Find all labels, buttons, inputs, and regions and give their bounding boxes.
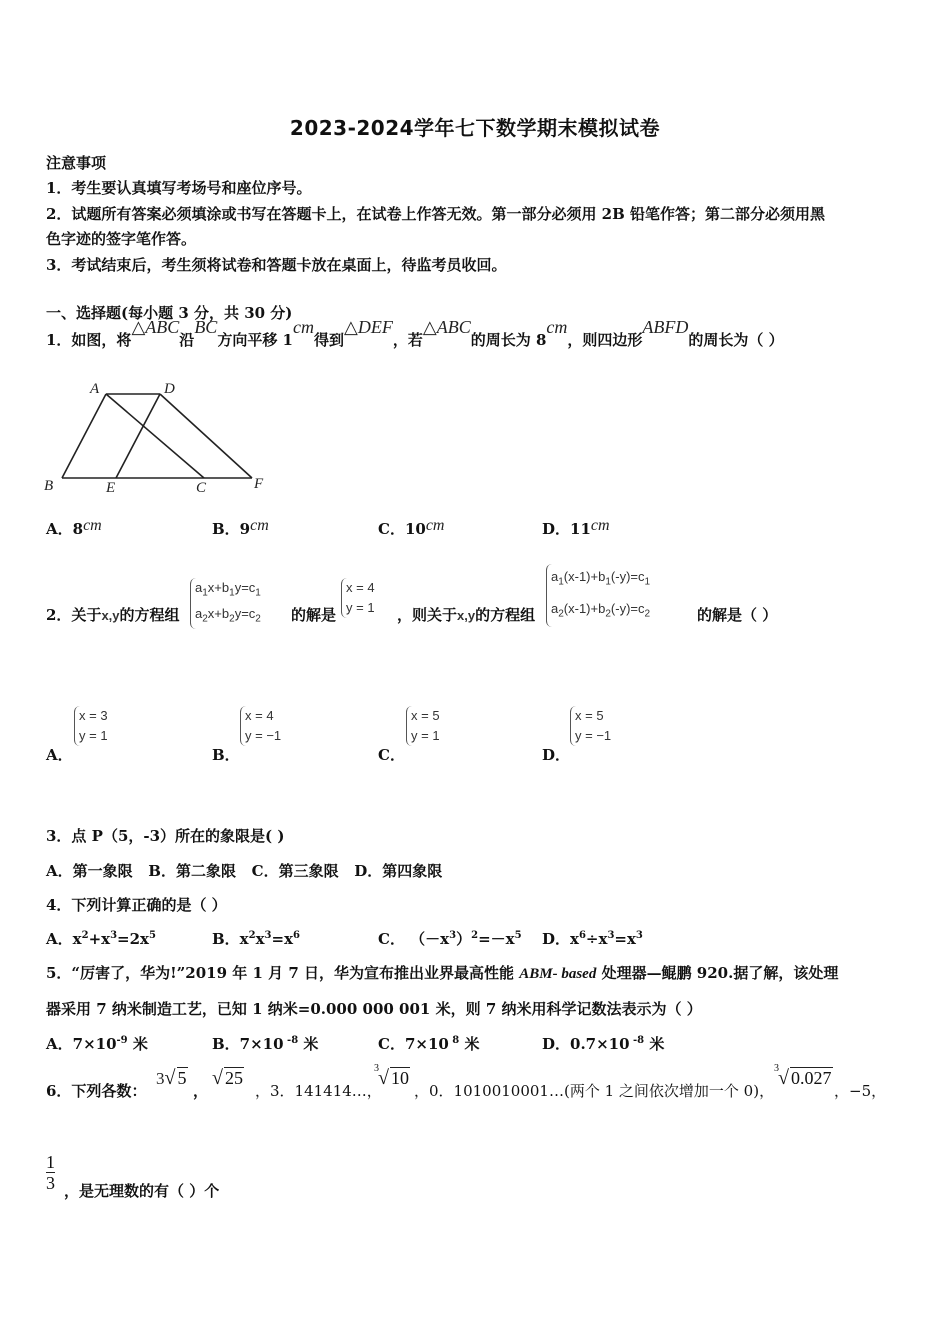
label-b: B [44, 478, 54, 494]
label-a: A [90, 381, 100, 397]
q5-option-a[interactable]: A．$7\times 10^{-9}$ 米 [46, 1035, 148, 1053]
q2-solution-system: x = 4 y = 1 [341, 578, 375, 618]
q2-system-1: $a_1x+b_1y=c_1$ $a_2x+b_2y=c_2$ [190, 578, 261, 629]
question-6-suffix: ，是无理数的有（ ）个 [64, 1182, 220, 1200]
question-2-middle: ，则关于x,y的方程组 [397, 606, 536, 624]
q6-text-3: ，0．1010010001…(两个 1 之间依次增加一个 0)， [414, 1082, 775, 1100]
q5-option-b[interactable]: B．7×10 $^{-8}$ 米 [212, 1035, 319, 1053]
q6-text-4: ，−5， [834, 1082, 887, 1100]
q4-option-b[interactable]: B．$x^2x^3=x^6$ [212, 930, 300, 948]
q2-option-b-key[interactable]: B． [212, 746, 240, 764]
note-3: 3．考试结束后，考生须将试卷和答题卡放在桌面上，待监考员收回。 [46, 256, 507, 274]
fraction-one-third: $\frac{1}{3}$ [46, 1152, 55, 1193]
note-2a: 2．试题所有答案必须填涂或书写在答题卡上，在试卷上作答无效。第一部分必须用 2B 铅笔作答；第二部分必须用黑 [46, 205, 826, 223]
q1-option-d[interactable]: D．11cm [542, 517, 610, 538]
q1-option-a[interactable]: A．8cm [46, 517, 102, 538]
question-6-prefix: 6．下列各数： [46, 1082, 147, 1100]
note-1: 1．考生要认真填写考场号和座位序号。 [46, 179, 312, 197]
q2-option-d-key[interactable]: D． [542, 746, 571, 764]
q2-option-d[interactable]: x = 5 y = −1 [570, 706, 611, 746]
question-4-stem: 4．下列计算正确的是（ ） [46, 896, 227, 914]
q4-option-c[interactable]: C． $(-x^3)^2=-x^5$ [378, 930, 522, 948]
q4-option-d[interactable]: D．$x^6\div x^3=x^3$ [542, 930, 643, 948]
q2-text-solution: 的解是 [291, 606, 337, 624]
cube-root-expr: 3 √ 5 [156, 1067, 187, 1089]
q3-options[interactable]: A．第一象限 B．第二象限 C．第三象限 D．第四象限 [46, 862, 443, 880]
q2-option-a-key[interactable]: A． [46, 746, 73, 764]
question-5-line-1: 5．“厉害了，华为!”2019 年 1 月 7 日，华为宣布推出业界最高性能 ABM- based 处理器—鲲鹏 920.据了解，该处理 [46, 964, 839, 982]
label-e: E [106, 480, 116, 496]
question-2-suffix: 的解是（ ） [697, 606, 778, 624]
label-f: F [254, 476, 264, 492]
q2-option-a[interactable]: x = 3 y = 1 [74, 706, 108, 746]
q2-option-c-key[interactable]: C． [378, 746, 405, 764]
q5-option-d[interactable]: D．0.7×10 $^{-8}$ 米 [542, 1035, 665, 1053]
question-5-line-2: 器采用 7 纳米制造工艺，已知 1 纳米=0.000 000 001 米，则 7 纳米用科学记数法表示为（ ） [46, 1000, 702, 1018]
question-1-stem: 1．如图，将△ABC沿BC方向平移 1cm得到△DEF，若△ABC的周长为 8cm，则四边形ABFD的周长为（ ） [46, 317, 784, 349]
question-2-prefix: 2．关于x,y的方程组 [46, 606, 180, 624]
q5-option-c[interactable]: C．7×10 $^8$ 米 [378, 1035, 480, 1053]
segment-ac [106, 394, 204, 478]
section-heading: 一、选择题(每小题 3 分，共 30 分) [46, 304, 293, 322]
q1-option-c[interactable]: C．10cm [378, 517, 445, 538]
page-title: 2023-2024学年七下数学期末模拟试卷 [289, 116, 661, 140]
segment-ab [62, 394, 106, 478]
label-d: D [164, 381, 175, 397]
segment-df [160, 394, 252, 478]
q4-option-a[interactable]: A．$x^2+x^3=2x^5$ [46, 930, 156, 948]
q2-option-b[interactable]: x = 4 y = −1 [240, 706, 281, 746]
separator: ， [193, 1082, 209, 1100]
cbrt-0027: 3 √ 0.027 [774, 1063, 832, 1089]
q1-option-b[interactable]: B．9cm [212, 517, 269, 538]
label-c: C [196, 480, 207, 496]
segment-de [116, 394, 160, 478]
note-2b: 色字迹的签字笔作答。 [46, 230, 197, 248]
q2-option-c[interactable]: x = 5 y = 1 [406, 706, 440, 746]
q6-text-2: ，3．141414…， [255, 1082, 382, 1100]
question-3-stem: 3．点 P（5，-3）所在的象限是( ) [46, 827, 285, 845]
cbrt-10: 3 √ 10 [374, 1063, 409, 1089]
q2-system-2: $a_1(x-1)+b_1(-y)=c_1$ $a_2(x-1)+b_2(-y)=c_2$ [546, 564, 650, 627]
translation-figure [40, 378, 280, 498]
notes-heading: 注意事项 [46, 154, 107, 172]
sqrt-25: √ 25 [212, 1067, 243, 1089]
